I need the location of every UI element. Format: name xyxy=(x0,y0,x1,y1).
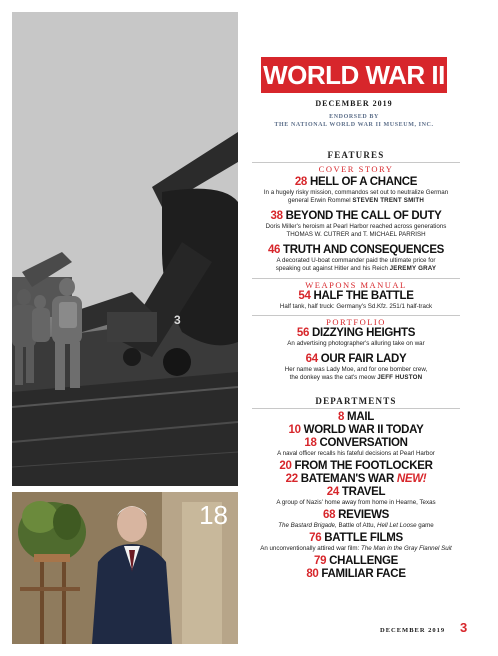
entry-page-number: 18 xyxy=(304,437,317,449)
entry-title: WORLD WAR II TODAY xyxy=(303,424,424,436)
entry-description: speaking out against Hitler and his Reich xyxy=(275,265,388,272)
entry-description: A decorated U-boat commander paid the ultimate price for xyxy=(276,257,436,264)
section-divider xyxy=(252,408,460,409)
entry-title: REVIEWS xyxy=(338,509,390,521)
toc-entry[interactable] xyxy=(244,424,468,437)
entry-author: JEFF HUSTON xyxy=(377,374,423,381)
toc-entry[interactable] xyxy=(244,532,468,553)
issue-date: DECEMBER 2019 xyxy=(315,99,393,108)
entry-title: BATTLE FILMS xyxy=(324,532,403,544)
entry-author: STEVEN TRENT SMITH xyxy=(352,197,424,204)
table-of-contents xyxy=(244,150,468,581)
entry-page-number: 38 xyxy=(270,210,283,222)
entry-page-number: 64 xyxy=(305,353,318,365)
toc-entry[interactable] xyxy=(244,353,468,382)
entry-page-number: 76 xyxy=(309,532,322,544)
entry-description: general Erwin Rommel xyxy=(288,197,351,204)
entry-author: THOMAS W. CUTRER and T. MICHAEL PARRISH xyxy=(286,231,426,238)
endorsement-line-2: THE NATIONAL WORLD WAR II MUSEUM, INC. xyxy=(274,121,434,128)
entry-page-number: 46 xyxy=(267,244,281,256)
entry-page-number: 24 xyxy=(326,486,339,498)
toc-entry[interactable] xyxy=(244,176,468,205)
entry-page-number: 79 xyxy=(314,555,327,567)
entry-title: BATEMAN'S WAR xyxy=(300,473,394,485)
cover-photo-carrier-deck xyxy=(12,12,238,486)
entry-description: A group of Nazis' home away from home in Hearne, Texas xyxy=(276,499,436,506)
entry-title: TRUTH AND CONSEQUENCES xyxy=(283,244,445,256)
endorsement-line-1: ENDORSED BY xyxy=(329,114,379,120)
toc-entry[interactable] xyxy=(244,486,468,507)
entry-description: Doris Miller's heroism at Pearl Harbor reached across generations xyxy=(265,223,447,230)
entry-description: An unconventionally attired war film: The Man in the Gray Flannel Suit xyxy=(260,545,452,552)
toc-entry[interactable] xyxy=(244,290,468,311)
section-divider xyxy=(252,278,460,279)
entry-title: HELL OF A CHANCE xyxy=(309,176,418,188)
entry-description: A naval officer recalls his fateful decisions at Pearl Harbor xyxy=(277,450,435,457)
magazine-logo: WORLD WAR II xyxy=(261,57,447,93)
toc-entry[interactable] xyxy=(244,244,468,273)
features-heading: FEATURES xyxy=(327,150,385,160)
carrier-deck-illustration xyxy=(12,12,238,486)
toc-entry[interactable] xyxy=(244,568,468,581)
entry-description: Half tank, half truck: Germany's Sd.Kfz. 251/1 half-track xyxy=(279,303,433,310)
entry-page-number: 22 xyxy=(285,473,298,485)
entry-description: The Bastard Brigade, Battle of Attu, Hell Let Loose game xyxy=(278,522,434,529)
toc-entry[interactable] xyxy=(244,437,468,458)
toc-entry[interactable] xyxy=(244,411,468,424)
toc-entry[interactable] xyxy=(244,473,468,486)
entry-description: Her name was Lady Moe, and for one bomber crew, xyxy=(284,366,428,373)
cover-story-subheading: COVER STORY xyxy=(318,164,394,174)
entry-description: In a hugely risky mission, commandos set out to neutralize German xyxy=(263,189,449,196)
entry-page-number: 56 xyxy=(296,327,310,339)
entry-title: TRAVEL xyxy=(341,486,386,498)
entry-author: JEREMY GRAY xyxy=(389,265,437,272)
svg-text:3: 3 xyxy=(174,313,181,327)
entry-page-number: 10 xyxy=(288,424,301,436)
weapons-manual-subheading: WEAPONS MANUAL xyxy=(305,280,407,290)
entry-title: FAMILIAR FACE xyxy=(321,568,406,580)
entry-page-number: 8 xyxy=(338,411,345,423)
entry-title: BEYOND THE CALL OF DUTY xyxy=(285,210,442,222)
entry-page-number: 28 xyxy=(294,176,308,188)
portfolio-subheading: PORTFOLIO xyxy=(326,317,386,327)
footer-issue-date: DECEMBER 2019 xyxy=(380,627,446,634)
section-divider xyxy=(252,315,460,316)
endorsement xyxy=(255,114,453,129)
toc-entry[interactable] xyxy=(244,460,468,473)
entry-description: the donkey was the cat's meow xyxy=(289,374,376,381)
entry-title: CONVERSATION xyxy=(319,437,408,449)
entry-title: OUR FAIR LADY xyxy=(320,353,407,365)
entry-page-number: 80 xyxy=(306,568,319,580)
entry-title: MAIL xyxy=(347,411,374,423)
entry-title: FROM THE FOOTLOCKER xyxy=(294,460,433,472)
section-divider xyxy=(252,162,460,163)
toc-entry[interactable] xyxy=(244,210,468,239)
entry-page-number: 54 xyxy=(298,290,311,302)
entry-page-number: 20 xyxy=(279,460,292,472)
entry-description: An advertising photographer's alluring take on war xyxy=(287,340,425,347)
departments-heading: DEPARTMENTS xyxy=(315,396,397,406)
toc-entry[interactable] xyxy=(244,509,468,530)
new-badge: NEW! xyxy=(396,473,427,485)
entry-title: HALF THE BATTLE xyxy=(313,290,414,302)
toc-entry[interactable] xyxy=(244,327,468,348)
photo-page-reference: 18 xyxy=(199,500,228,530)
entry-page-number: 68 xyxy=(322,509,336,521)
veteran-portrait-photo xyxy=(12,492,238,644)
entry-title: DIZZYING HEIGHTS xyxy=(311,327,416,339)
page-number: 3 xyxy=(460,620,468,635)
toc-entry[interactable] xyxy=(244,555,468,568)
entry-title: CHALLENGE xyxy=(329,555,398,567)
